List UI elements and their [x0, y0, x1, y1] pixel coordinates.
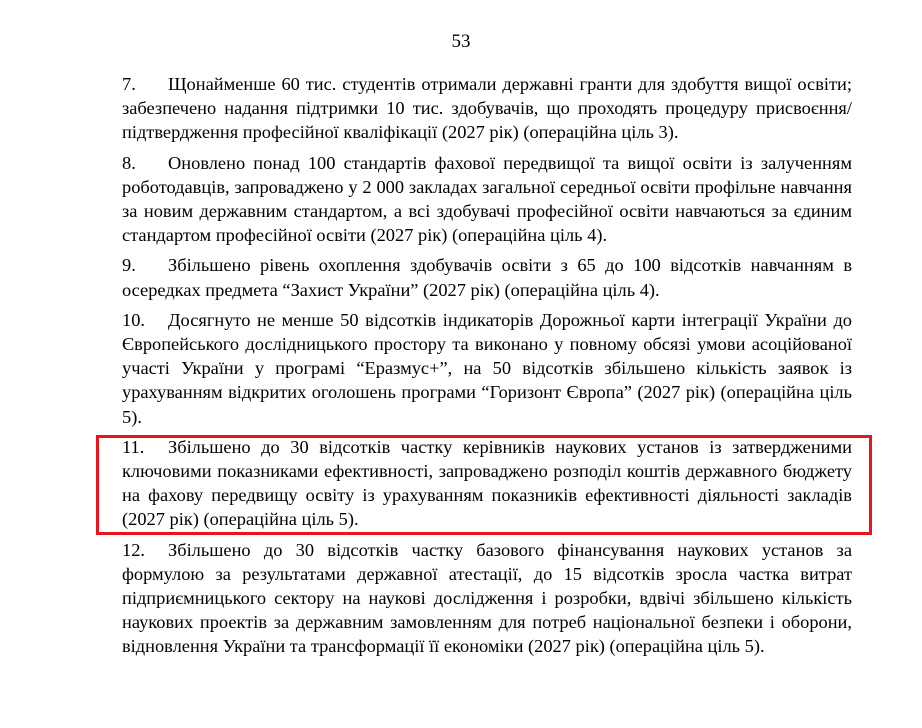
page-number: 53 [451, 31, 471, 52]
list-item-8 [122, 151, 852, 248]
item-text: Збільшено до 30 відсотків частку керівників наукових установ із затвердженими ключовими показниками ефективності, запроваджено розподіл коштів державного бюджету на фахову передвищу освіту із урахуванням показників ефективності діяльності закладів (2027 рік) (операційна ціль 5). [122, 436, 852, 530]
item-number: 12. [122, 539, 145, 560]
item-text: Досягнуто не менше 50 відсотків індикаторів Дорожньої карти інтеграції України до Європейського дослідницького простору та виконано у повному обсязі умови асоційованої участі України у програмі “Еразмус+”, на 50 відсотків збільшено кількість заявок із урахуванням відкритих оголошень програми “Горизонт Європа” (2027 рік) (операційна ціль 5). [122, 309, 852, 427]
highlight-box [96, 435, 872, 535]
item-text: Збільшено рівень охоплення здобувачів освіти з 65 до 100 відсотків навчанням в осередках предмета “Захист України” (2027 рік) (операційна ціль 4). [122, 255, 852, 300]
document-body [122, 72, 852, 665]
list-item-12 [122, 538, 852, 659]
item-number: 9. [122, 255, 136, 276]
item-number: 8. [122, 152, 136, 173]
list-item-9 [122, 253, 852, 301]
item-text: Щонайменше 60 тис. студентів отримали державні гранти для здобуття вищої освіти; забезпечено надання підтримки 10 тис. здобувачів, що проходять процедуру присвоєння/підтвердження професійної кваліфікації (2027 рік) (операційна ціль 3). [122, 74, 852, 143]
item-number: 7. [122, 74, 136, 94]
item-text: Збільшено до 30 відсотків частку базового фінансування наукових установ за формулою за результатами державної атестації, до 15 відсотків зросла частка витрат підприємницького сектору на наукові дослідження і розробки, вдвічі збільшено кількість наукових проектів за державним замовленням для потреб національної безпеки і оборони, відновлення України та трансформації її економіки (2027 рік) (операційна ціль 5). [122, 539, 852, 657]
list-item-7 [122, 72, 852, 145]
item-text: Оновлено понад 100 стандартів фахової передвищої та вищої освіти із залученням роботодавців, запроваджено у 2 000 закладах загальної середньої освіти профільне навчання за новим державним стандартом, а всі здобувачі професійної освіти навчаються за єдиним стандартом професійної освіти (2027 рік) (операційна ціль 4). [122, 152, 852, 246]
list-item-10 [122, 308, 852, 429]
item-number: 10. [122, 309, 145, 330]
item-number: 11. [122, 436, 145, 457]
